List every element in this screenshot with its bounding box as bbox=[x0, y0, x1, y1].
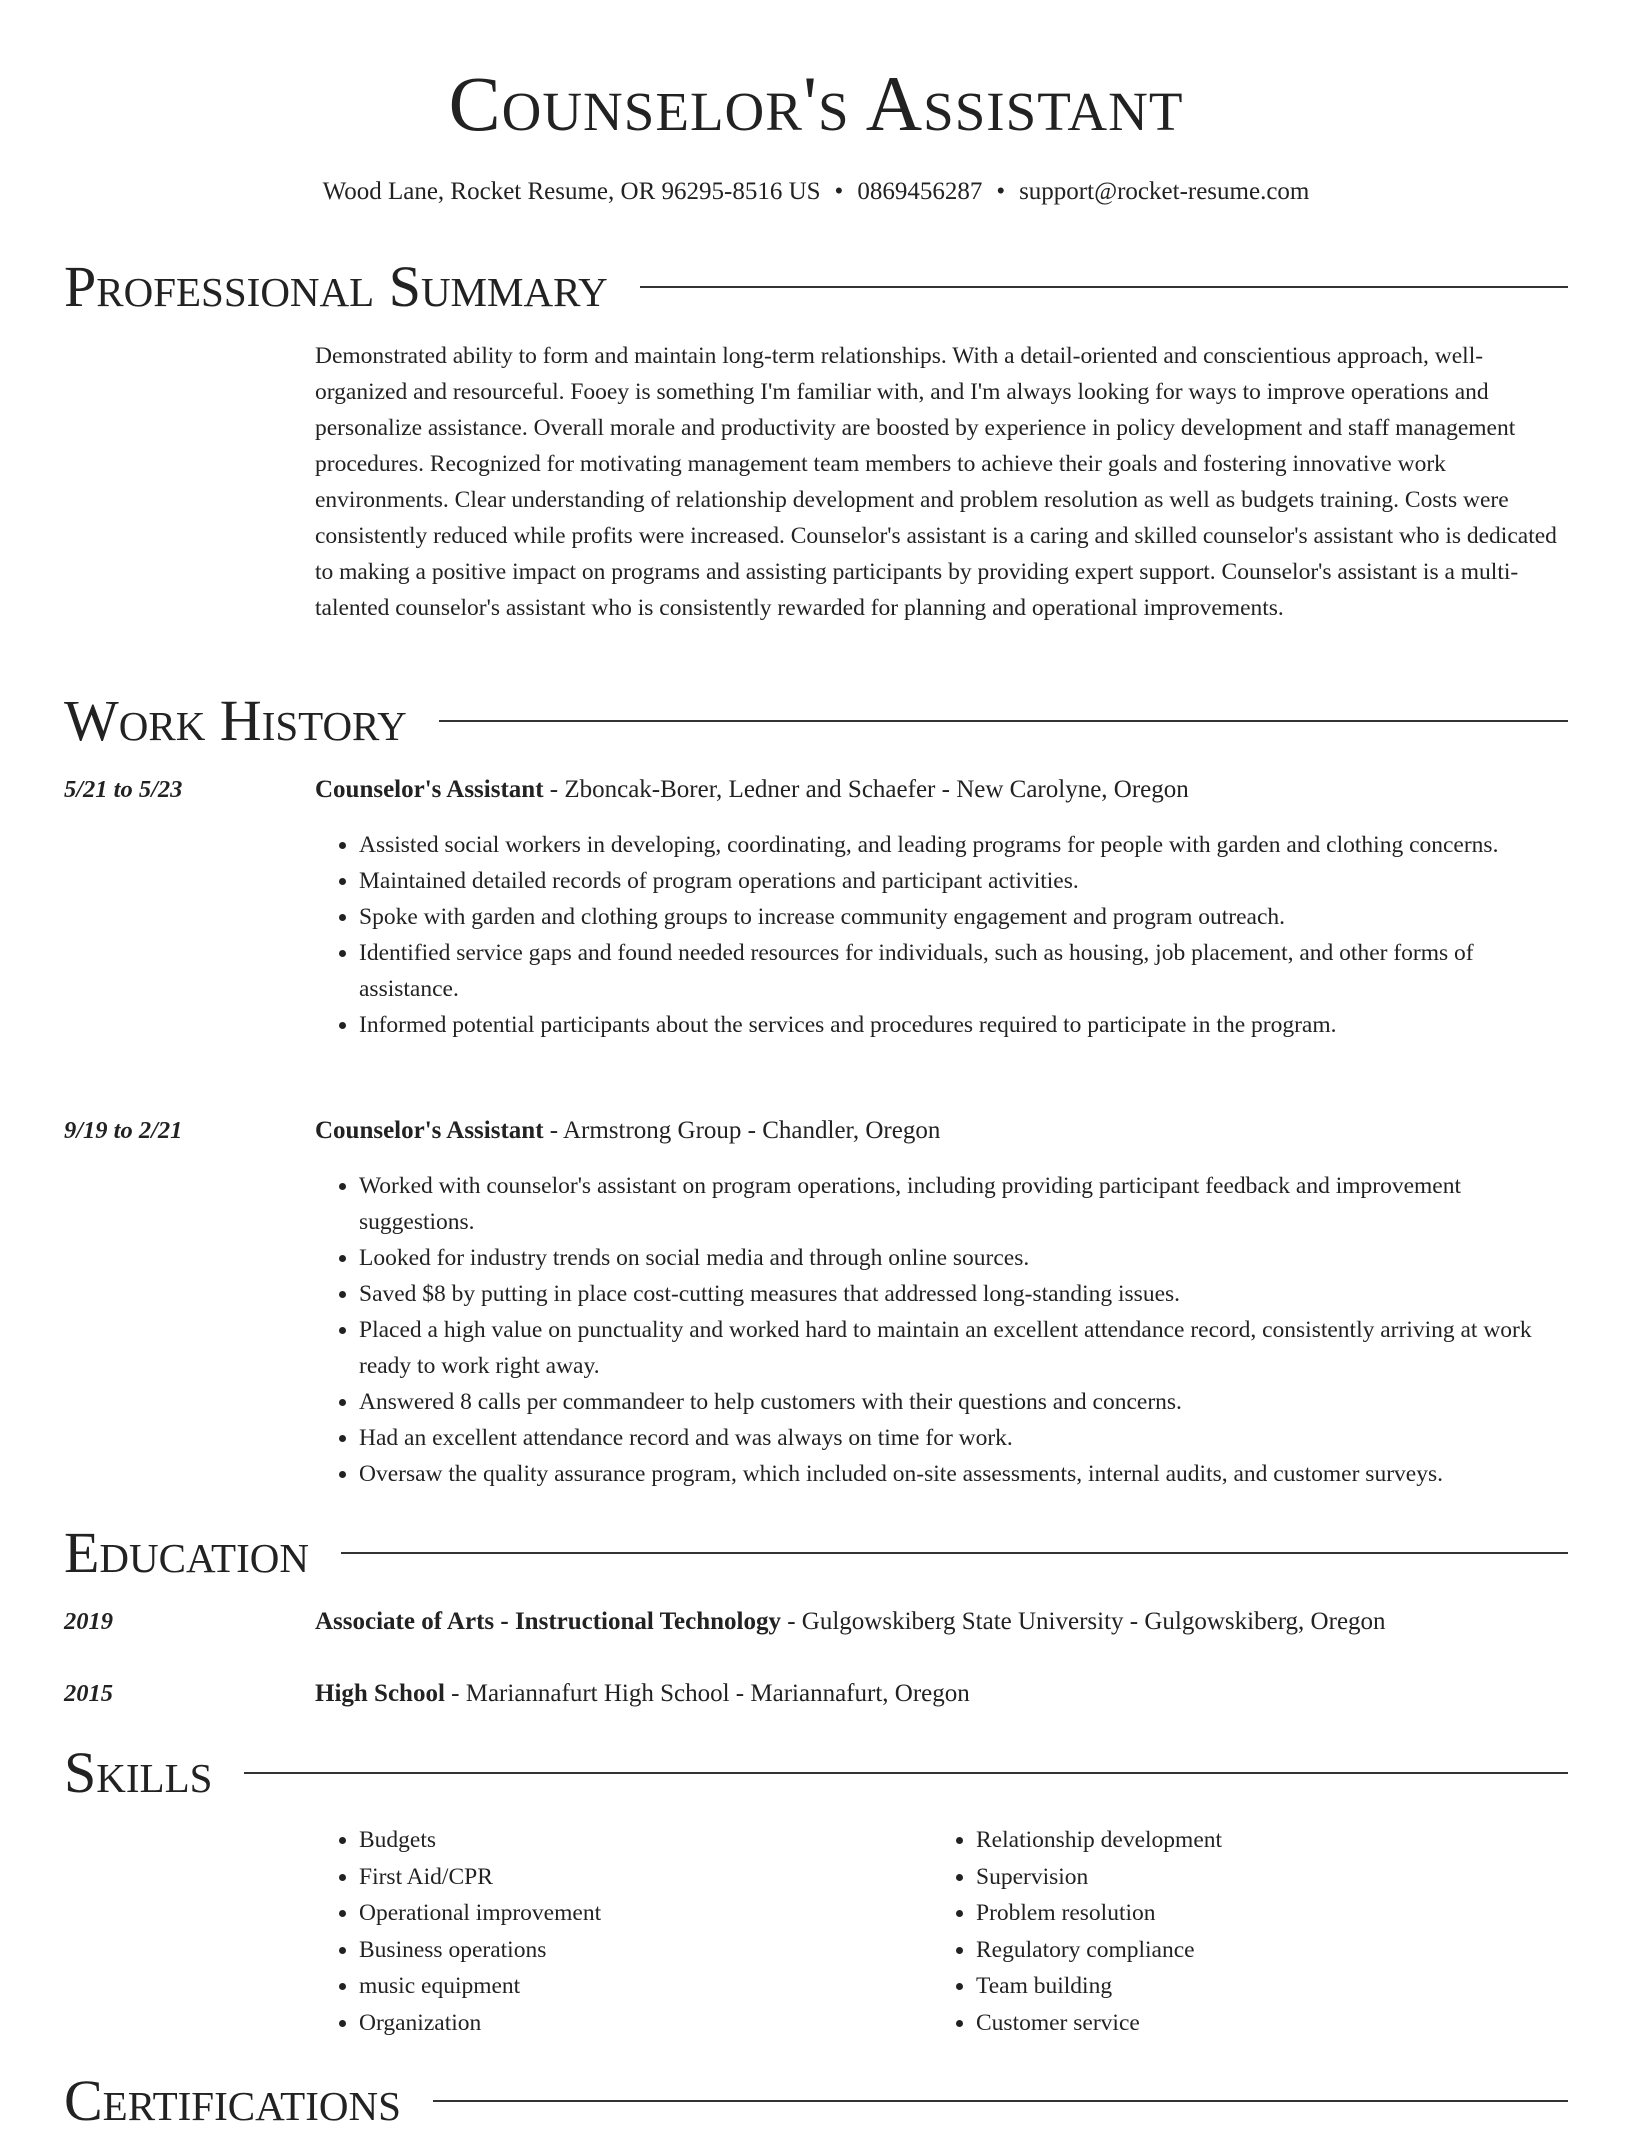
section-divider bbox=[640, 286, 1568, 288]
contact-separator: • bbox=[996, 178, 1006, 205]
skill-item: • Relationship development bbox=[976, 1822, 1492, 1859]
skill-item: • Customer service bbox=[976, 2005, 1492, 2042]
contact-phone: 0869456287 bbox=[857, 178, 983, 205]
section-title-summary: Professional Summary bbox=[64, 254, 608, 319]
skill-item: • Team building bbox=[976, 1968, 1492, 2005]
contact-separator: • bbox=[834, 178, 844, 205]
job-bullet: • Spoke with garden and clothing groups to increase community engagement and program outreach. bbox=[359, 899, 1568, 935]
contact-line bbox=[64, 172, 1568, 212]
job-bullets bbox=[315, 827, 1568, 1043]
job-bullet: • Assisted social workers in developing, coordinating, and leading programs for people with garden and clothing concerns. bbox=[359, 827, 1568, 863]
job-bullet: • Had an excellent attendance record and was always on time for work. bbox=[359, 1420, 1568, 1456]
job-bullet: • Identified service gaps and found needed resources for individuals, such as housing, job placement, and other forms of assistance. bbox=[359, 935, 1568, 1007]
job-employer: - Zboncak-Borer, Ledner and Schaefer - New Carolyne, Oregon bbox=[543, 776, 1189, 803]
skill-item: • First Aid/CPR bbox=[359, 1859, 875, 1896]
education-year: 2015 bbox=[64, 1680, 113, 1707]
job-bullet: • Answered 8 calls per commandeer to help customers with their questions and concerns. bbox=[359, 1384, 1568, 1420]
job-heading bbox=[315, 1113, 1568, 1149]
job-bullet: • Maintained detailed records of program operations and participant activities. bbox=[359, 863, 1568, 899]
job-bullet: • Saved $8 by putting in place cost-cutting measures that addressed long-standing issues. bbox=[359, 1276, 1568, 1312]
job-bullet: • Placed a high value on punctuality and worked hard to maintain an excellent attendance record, consistently arriving at work ready to work right away. bbox=[359, 1312, 1568, 1384]
skill-item: • Organization bbox=[359, 2005, 875, 2042]
job-heading bbox=[315, 772, 1568, 808]
skill-item: • Regulatory compliance bbox=[976, 1932, 1492, 1969]
job-bullet: • Oversaw the quality assurance program, which included on-site assessments, internal audits, and customer surveys. bbox=[359, 1456, 1568, 1492]
job-bullet: • Worked with counselor's assistant on program operations, including providing participant feedback and improvement suggestions. bbox=[359, 1168, 1568, 1240]
skill-item: • Business operations bbox=[359, 1932, 875, 1969]
skills-list-left bbox=[315, 1822, 875, 2041]
section-divider bbox=[439, 720, 1568, 722]
section-header-work bbox=[64, 686, 1568, 756]
education-heading bbox=[315, 1604, 1568, 1640]
education-school: - Mariannafurt High School - Mariannafurt, Oregon bbox=[444, 1680, 970, 1707]
section-header-education bbox=[64, 1518, 1568, 1588]
skill-item: • Supervision bbox=[976, 1859, 1492, 1896]
section-header-certifications bbox=[64, 2066, 1568, 2136]
education-school: - Gulgowskiberg State University - Gulgowskiberg, Oregon bbox=[780, 1608, 1386, 1635]
candidate-name: Counselor's Assistant bbox=[448, 60, 1184, 147]
job-bullets bbox=[315, 1168, 1568, 1492]
section-title-certifications: Certifications bbox=[64, 2068, 401, 2133]
education-year: 2019 bbox=[64, 1608, 113, 1635]
section-header-summary bbox=[64, 252, 1568, 322]
job-bullet: • Informed potential participants about the services and procedures required to participate in the program. bbox=[359, 1007, 1568, 1043]
job-employer: - Armstrong Group - Chandler, Oregon bbox=[543, 1117, 941, 1144]
contact-email[interactable]: support@rocket-resume.com bbox=[1019, 178, 1310, 205]
skills-list-right bbox=[932, 1822, 1492, 2041]
job-dates: 5/21 to 5/23 bbox=[64, 776, 183, 803]
section-title-work: Work History bbox=[64, 688, 407, 753]
summary-text: Demonstrated ability to form and maintain long-term relationships. With a detail-oriented and conscientious approach, well-organized and resourceful. Fooey is something I'm familiar with, and I'm always looking for ways to improve operations and personalize assistance. Overall morale and productivity are boosted by experience in policy development and staff management procedures. Recognized for motivating management team members to achieve their goals and fostering innovative work environments. Clear understanding of relationship development and problem resolution as well as budgets training. Costs were consistently reduced while profits were increased. Counselor's assistant is a caring and skilled counselor's assistant who is dedicated to making a positive impact on programs and assisting participants by providing expert support. Counselor's assistant is a multi-talented counselor's assistant who is consistently rewarded for planning and operational improvements. bbox=[315, 343, 1557, 621]
education-degree: High School bbox=[315, 1680, 445, 1707]
contact-address: Wood Lane, Rocket Resume, OR 96295-8516 US bbox=[322, 178, 821, 205]
section-divider bbox=[433, 2100, 1568, 2102]
skill-item: • music equipment bbox=[359, 1968, 875, 2005]
section-divider bbox=[341, 1552, 1568, 1554]
job-title: Counselor's Assistant bbox=[315, 1117, 544, 1144]
education-heading bbox=[315, 1676, 1568, 1712]
job-dates: 9/19 to 2/21 bbox=[64, 1117, 183, 1144]
section-divider bbox=[244, 1772, 1568, 1774]
education-degree: Associate of Arts - Instructional Technology bbox=[315, 1608, 781, 1635]
skill-item: • Budgets bbox=[359, 1822, 875, 1859]
section-title-education: Education bbox=[64, 1520, 309, 1585]
job-title: Counselor's Assistant bbox=[315, 776, 544, 803]
skill-item: • Operational improvement bbox=[359, 1895, 875, 1932]
section-header-skills bbox=[64, 1738, 1568, 1808]
section-title-skills: Skills bbox=[64, 1740, 213, 1805]
job-bullet: • Looked for industry trends on social media and through online sources. bbox=[359, 1240, 1568, 1276]
skill-item: • Problem resolution bbox=[976, 1895, 1492, 1932]
